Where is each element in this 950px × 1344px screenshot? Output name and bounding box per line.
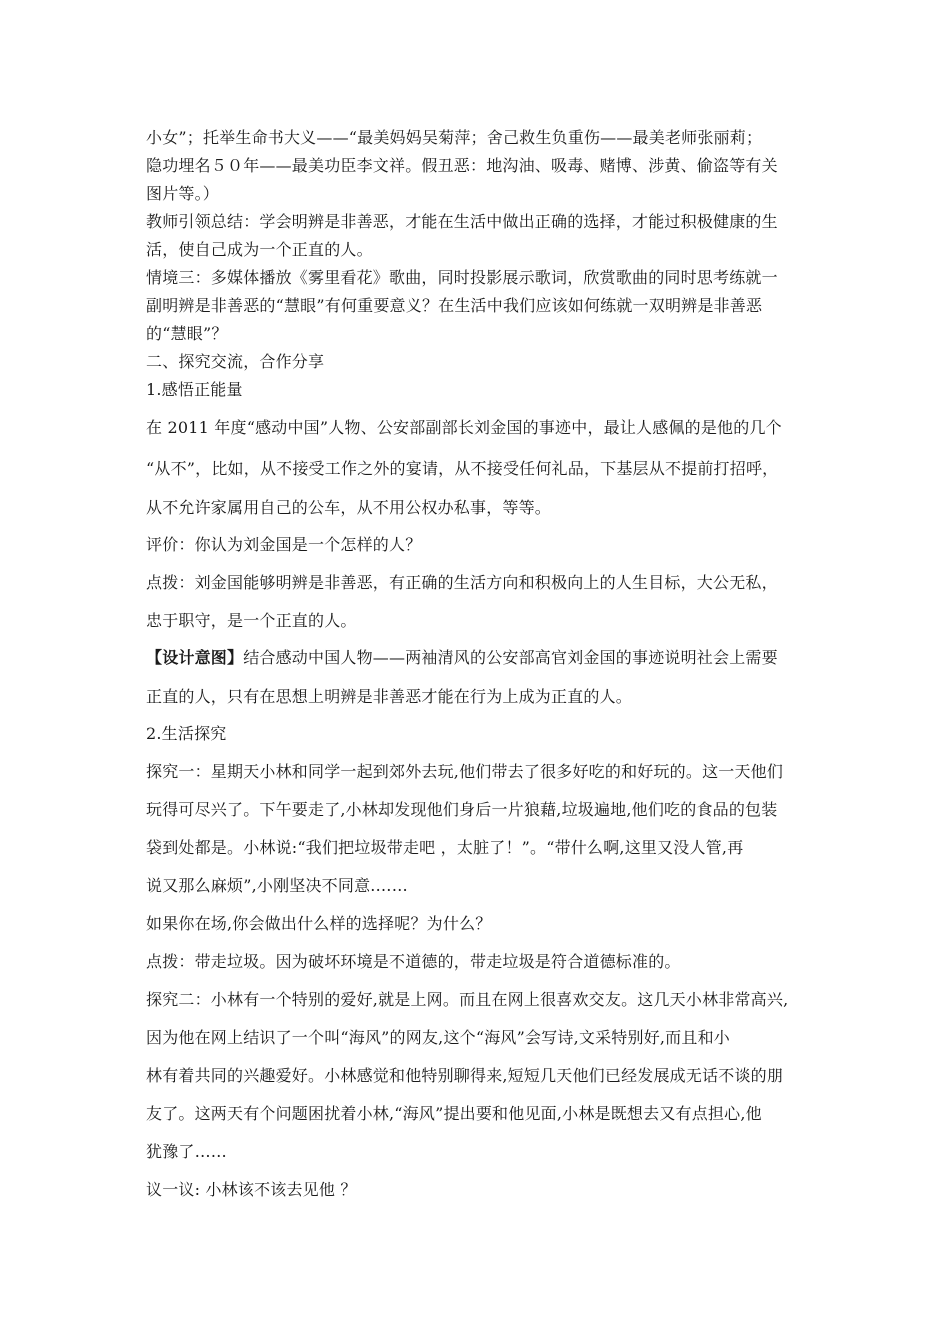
text-line: 教师引领总结：学会明辨是非善恶，才能在生活中做出正确的选择，才能过积极健康的生 (146, 212, 778, 231)
text-line: 因为他在网上结识了一个叫“海风”的网友,这个“海风”会写诗,文采特别好,而且和小 (146, 1028, 730, 1047)
text-line: 袋到处都是。小林说:“我们把垃圾带走吧 ，太脏了！”。“带什么啊,这里又没人管,再 (146, 838, 744, 857)
text-line: 在 2011 年度“感动中国”人物、公安部副部长刘金国的事迹中，最让人感佩的是他的几个 (146, 418, 782, 437)
text-line: 图片等。） (146, 184, 220, 203)
text-line: 副明辨是非善恶的“慧眼”有何重要意义？在生活中我们应该如何练就一双明辨是非善恶 (146, 296, 763, 315)
subsection-heading: 1.感悟正能量 (146, 380, 243, 399)
section-heading: 二、探究交流，合作分享 (146, 352, 325, 371)
text-line: 说又那么麻烦”,小刚坚决不同意.…… (146, 876, 408, 895)
text-line: 玩得可尽兴了。下午要走了,小林却发现他们身后一片狼藉,垃圾遍地,他们吃的食品的包装 (146, 800, 778, 819)
text-line: 探究一：星期天小林和同学一起到郊外去玩,他们带去了很多好吃的和好玩的。这一天他们 (146, 762, 784, 781)
subsection-heading: 2.生活探究 (146, 724, 227, 743)
text-line: 犹豫了…… (146, 1142, 228, 1161)
text-line: 情境三：多媒体播放《雾里看花》歌曲，同时投影展示歌词，欣赏歌曲的同时思考练就一 (146, 268, 778, 287)
text-line: 小女”；托举生命书大义——“最美妈妈吴菊萍；舍己救生负重伤——最美老师张丽莉； (146, 128, 763, 147)
text-line: 评价：你认为刘金国是一个怎样的人？ (146, 535, 422, 554)
text-line: 忠于职守，是一个正直的人。 (146, 611, 357, 630)
text-line: 从不允许家属用自己的公车，从不用公权办私事，等等。 (146, 498, 552, 517)
text-line: 探究二：小林有一个特别的爱好,就是上网。而且在网上很喜欢交友。这几天小林非常高兴, (146, 990, 789, 1009)
text-line: 林有着共同的兴趣爱好。小林感觉和他特别聊得来,短短几天他们已经发展成无话不谈的朋 (146, 1066, 784, 1085)
text-line: 的“慧眼”？ (146, 324, 228, 343)
design-intent-text: 结合感动中国人物——两袖清风的公安部高官刘金国的事迹说明社会上需要 (243, 648, 778, 667)
text-line: 正直的人，只有在思想上明辨是非善恶才能在行为上成为正直的人。 (146, 687, 633, 706)
design-intent-line (146, 648, 778, 668)
text-line: 活，使自己成为一个正直的人。 (146, 240, 373, 259)
text-line: 议一议: 小林该不该去见他 ？ (146, 1180, 357, 1199)
text-line: 隐功埋名５０年——最美功臣李文祥。假丑恶：地沟油、吸毒、赌博、涉黄、偷盗等有关 (146, 156, 778, 175)
design-intent-label: 【设计意图】 (146, 648, 244, 667)
text-line: 友了。这两天有个问题困扰着小林,“海风”提出要和他见面,小林是既想去又有点担心,他 (146, 1104, 762, 1123)
text-line: “从不”，比如，从不接受工作之外的宴请，从不接受任何礼品，下基层从不提前打招呼， (146, 459, 779, 478)
text-line: 如果你在场,你会做出什么样的选择呢？为什么？ (146, 914, 492, 933)
text-line: 点拨：带走垃圾。因为破坏环境是不道德的，带走垃圾是符合道德标准的。 (146, 952, 681, 971)
text-line: 点拨：刘金国能够明辨是非善恶，有正确的生活方向和积极向上的人生目标，大公无私， (146, 573, 778, 592)
